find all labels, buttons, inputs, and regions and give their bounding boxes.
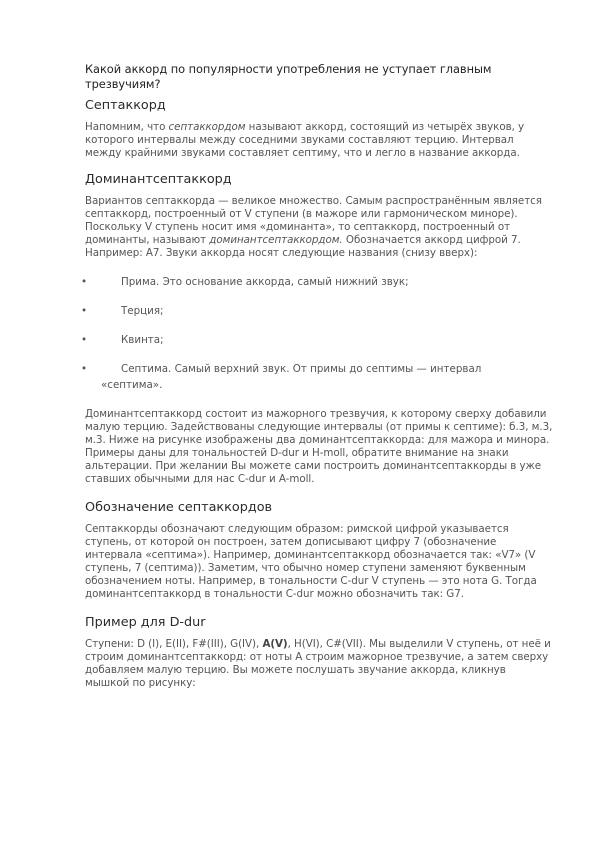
section-heading-septachord: Септаккорд	[85, 97, 166, 113]
list-item-text: Квинта;	[121, 333, 164, 346]
dominant-text-b: Обозначается аккорд цифрой 7. Например: A7. Звуки аккорда носят следующие названия (снизу вверх):	[85, 233, 521, 259]
example-highlight: A(V)	[262, 637, 288, 650]
list-item-text: Терция;	[121, 304, 164, 317]
example-paragraph	[85, 638, 553, 690]
section-heading-notation: Обозначение септаккордов	[85, 499, 273, 515]
question-heading: Какой аккорд по популярности употребления не уступает главным трезвучиям?	[85, 62, 492, 91]
septachord-term: септаккордом	[168, 120, 246, 133]
dominant-text-a: Вариантов септаккорда — великое множество. Самым распространённым является септаккорд, построенный от V ступени (в мажоре или гармоническом миноре). Поскольку V ступень носит имя «доминанта», то септаккорд, построенный от доминанты, называют	[85, 194, 542, 246]
list-item-continuation: «септима».	[101, 378, 163, 391]
list-item	[81, 275, 553, 289]
dominant-description: Доминантсептаккорд состоит из мажорного трезвучия, к которому сверху добавили малую терцию. Задействованы следующие интервалы (от примы к септиме): б.3, м.3, м.3. Ниже на рисунке изображены два доминантсептаккорда: для мажора и минора. Примеры даны для тональностей D-dur и H-moll, обратите внимание на знаки альтерации. При желании Вы можете сами построить доминантсептаккорды в уже ставших обычными для нас C-dur и A-moll.	[85, 407, 553, 485]
list-item	[81, 304, 553, 318]
list-item-text: Прима. Это основание аккорда, самый нижний звук;	[121, 275, 409, 288]
dominant-term: доминантсептаккордом.	[209, 233, 343, 246]
section-heading-example: Пример для D-dur	[85, 614, 206, 630]
list-item	[81, 333, 553, 347]
example-text-a: Ступени: D (I), E(II), F#(III), G(IV),	[85, 637, 263, 650]
septachord-text-a: Напомним, что	[85, 120, 169, 133]
bullet-icon: •	[81, 333, 88, 346]
list-item-text: Септима. Самый верхний звук. От примы до септимы — интервал	[121, 362, 482, 375]
dominant-paragraph	[85, 195, 553, 260]
bullet-icon: •	[81, 362, 88, 375]
septachord-paragraph	[85, 121, 553, 160]
document-content	[81, 62, 553, 690]
example-text-b: , H(VI), C#(VII). Мы выделили V ступень, от неё и строим доминантсептаккорд: от ноты A строим мажорное трезвучие, а затем сверху добавляем малую терцию. Вы можете послушать звучание аккорда, кликнув мышкой по рисунку:	[85, 637, 551, 689]
list-item	[81, 362, 553, 392]
bullet-icon: •	[81, 275, 88, 288]
septachord-text-b: называют аккорд, состоящий из четырёх звуков, у которого интервалы между соседними звуками составляют терцию. Интервал между крайними звуками составляет септиму, что и легло в название аккорда.	[85, 120, 525, 159]
notation-paragraph: Септаккорды обозначают следующим образом: римской цифрой указывается ступень, от которой он построен, затем дописывают цифру 7 (обозначение интервала «септима»). Например, доминантсептаккорд обозначается так: «V7» (V ступень, 7 (септима)). Заметим, что обычно номер ступени заменяют буквенным обозначением ноты. Например, в тональности C-dur V ступень — это нота G. Тогда доминантсептаккорд в тональности C-dur можно обозначить так: G7.	[85, 522, 537, 600]
chord-notes-list	[81, 275, 553, 392]
section-heading-dominant: Доминантсептаккорд	[85, 171, 232, 187]
bullet-icon: •	[81, 304, 88, 317]
